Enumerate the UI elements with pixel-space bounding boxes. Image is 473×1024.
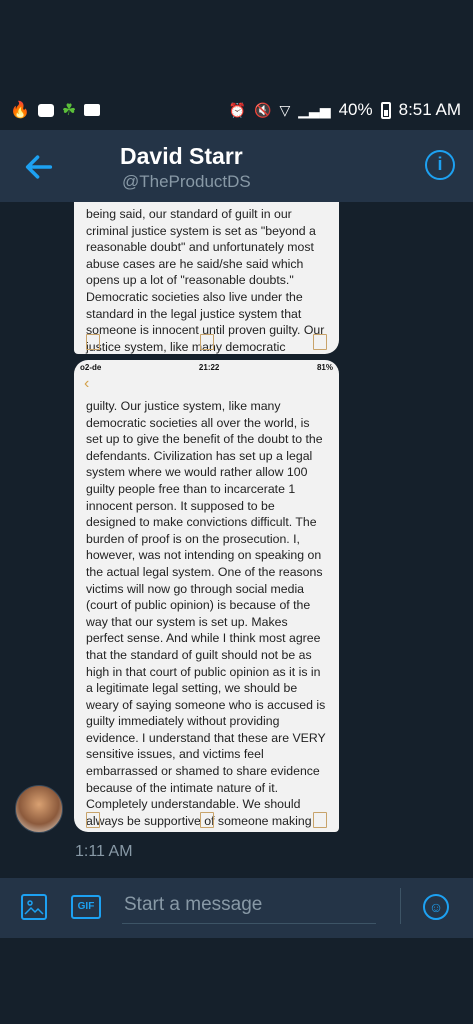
battery-percent: 40%: [338, 100, 373, 119]
compose-icon: [313, 812, 327, 828]
mail-icon: [84, 104, 100, 116]
ios-status-bar: [74, 360, 339, 374]
alarm-icon: ⏰: [228, 101, 247, 118]
leaf-icon: ☘: [61, 102, 77, 119]
message-icon: [38, 104, 54, 117]
trash-icon: [86, 812, 100, 828]
ios-time: 21:22: [198, 362, 220, 372]
status-bar: [0, 90, 473, 130]
message-input[interactable]: Start a message: [122, 890, 376, 924]
message-text-2: guilty. Our justice system, like many democratic societies all over the world, is set up to give the benefit of the doubt to the defendants. Civilization has set up a legal system where we would rather allow 100 guilty people free than to incarcerate 1 innocent person. It supposed to be designed to make convictions difficult. The burden of proof is on the prosecution. I, however, was not intending on speaking on the actual legal system. One of the reasons victims will now go through social media (court of public opinion) is because of the way that our system is set up. Makes perfect sense. And while I think most agree that the standard of guilt should not be as high in that court of public opinion as it is in a legitimate legal setting, we should be weary of saying someone who is accused is guilty immediately without providing evidence. I understand that these are VERY sensitive issues, and victims feel embarrassed or shamed to share evidence because of the intimate nature of it. Completely understandable. We should always be supportive of someone making: [86, 399, 326, 828]
status-time: 8:51 AM: [398, 100, 461, 119]
compose-icon: [313, 334, 327, 350]
image-message-2[interactable]: [74, 360, 339, 832]
ios-battery: 81%: [316, 362, 333, 372]
flame-icon: 🔥: [10, 102, 30, 119]
back-arrow-icon[interactable]: [22, 150, 56, 184]
signal-icon: ▁▃▅: [298, 101, 331, 118]
info-icon[interactable]: i: [425, 150, 455, 180]
share-icon: [200, 334, 214, 350]
contact-name: David Starr: [120, 143, 243, 169]
wifi-icon: ▽: [279, 101, 291, 118]
contact-handle: @TheProductDS: [122, 172, 251, 191]
avatar[interactable]: [15, 785, 63, 833]
trash-icon: [86, 334, 100, 350]
notes-toolbar: [74, 330, 339, 354]
message-timestamp: 1:11 AM: [75, 843, 133, 860]
composer-divider: [400, 888, 401, 924]
share-icon: [200, 812, 214, 828]
message-thread[interactable]: [0, 202, 473, 878]
ios-nav-bar: [74, 374, 339, 394]
image-message-1[interactable]: [74, 202, 339, 354]
status-icons-right: [229, 100, 461, 120]
chevron-left-icon: ‹: [84, 375, 90, 392]
image-glyph: [23, 896, 45, 918]
gif-button[interactable]: GIF: [71, 895, 101, 919]
message-text-1: being said, our standard of guilt in our criminal justice system is set as "beyond a reasonable doubt" and unfortunately most abuse cases are he said/she said which opens up a lot of "reasonable doubts." Democratic societies also live under the standard in the legal justice system that someone is innocent until proven guilty. Our justice system, like many democratic: [86, 207, 325, 354]
battery-icon: [381, 102, 391, 119]
mute-icon: 🔇: [254, 101, 272, 118]
image-icon[interactable]: [21, 894, 47, 920]
ios-carrier: o2-de: [80, 362, 102, 372]
status-icons-left: [10, 100, 100, 120]
conversation-header: [0, 130, 473, 202]
message-composer: [0, 878, 473, 938]
notes-toolbar: [74, 808, 339, 832]
emoji-icon[interactable]: ☺: [423, 894, 449, 920]
